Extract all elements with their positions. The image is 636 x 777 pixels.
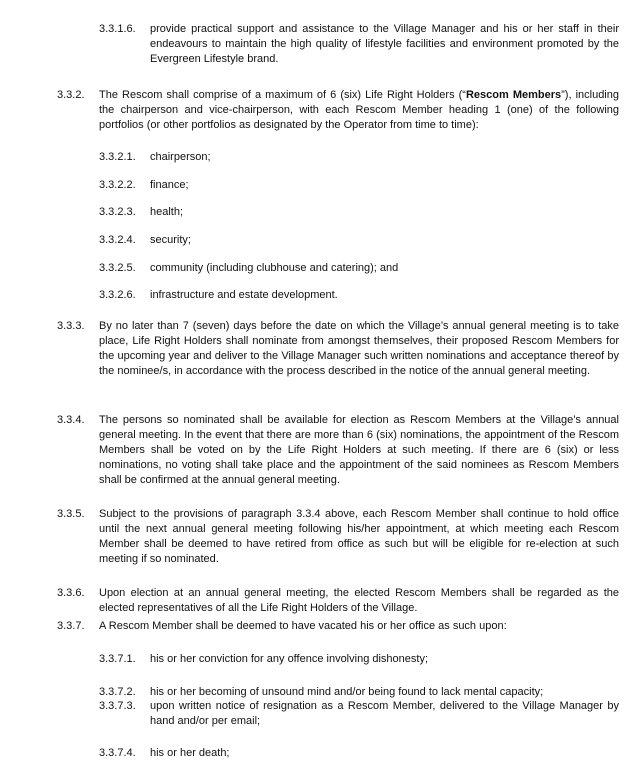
clause-number: 3.3.2.6. — [99, 289, 136, 301]
clause-3-3-2-3 — [99, 205, 619, 220]
defined-term: Rescom Members — [465, 89, 562, 101]
clause-text-end: ”), including the chairperson and vice-chairperson, with each Rescom Member heading 1 (one) of the following portfolios (or other portfolios as designated by the Operator from time to time): — [99, 89, 619, 131]
clause-3-3-4 — [57, 413, 619, 488]
clause-number: 3.3.2.1. — [99, 151, 136, 163]
clause-3-3-7 — [57, 619, 619, 634]
clause-number: 3.3.7.1. — [99, 653, 136, 665]
clause-text: By no later than 7 (seven) days before the date on which the Village’s annual general meeting is to take place, Life Right Holders shall nominate from amongst themselves, their proposed Rescom Members for the upcoming year and deliver to the Village Manager such written nominations and acceptance thereof by the nominee/s, in accordance with the process described in the notice of the annual general meeting. — [99, 320, 619, 377]
clause-number: 3.3.2.4. — [99, 234, 136, 246]
clause-text: chairperson; — [150, 151, 211, 163]
clause-text: finance; — [150, 179, 189, 191]
clause-text: provide practical support and assistance to the Village Manager and his or her staff in their endeavours to maintain the high quality of lifestyle facilities and environment promoted by the Evergreen Lifestyle brand. — [150, 23, 619, 65]
clause-3-3-7-3 — [99, 699, 619, 729]
clause-number: 3.3.2.5. — [99, 262, 136, 274]
clause-text: his or her death; — [150, 747, 230, 759]
clause-text: health; — [150, 206, 184, 218]
clause-text: A Rescom Member shall be deemed to have vacated his or her office as such upon: — [99, 620, 507, 632]
clause-number: 3.3.1.6. — [99, 23, 136, 35]
clause-text: community (including clubhouse and catering); and — [150, 262, 399, 274]
clause-text: his or her conviction for any offence involving dishonesty; — [150, 653, 429, 665]
clause-number: 3.3.2. — [57, 89, 85, 101]
clause-3-3-6 — [57, 586, 619, 616]
clause-text: infrastructure and estate development. — [150, 289, 338, 301]
clause-3-3-2 — [57, 88, 619, 133]
clause-text — [99, 88, 619, 133]
clause-number: 3.3.6. — [57, 587, 85, 599]
clause-3-3-2-5 — [99, 261, 619, 276]
clause-3-3-5 — [57, 507, 619, 567]
clause-number: 3.3.5. — [57, 508, 85, 520]
clause-number: 3.3.3. — [57, 320, 85, 332]
clause-3-3-7-4 — [99, 746, 619, 761]
clause-number: 3.3.4. — [57, 414, 85, 426]
clause-text: security; — [150, 234, 191, 246]
clause-number: 3.3.7.3. — [99, 700, 136, 712]
clause-3-3-2-2 — [99, 178, 619, 193]
clause-number: 3.3.2.2. — [99, 179, 136, 191]
clause-text: Upon election at an annual general meeting, the elected Rescom Members shall be regarded as the elected representatives of all the Life Right Holders of the Village. — [99, 587, 619, 614]
clause-number: 3.3.7.2. — [99, 686, 136, 698]
clause-text: upon written notice of resignation as a Rescom Member, delivered to the Village Manager by hand and/or per email; — [150, 700, 619, 727]
clause-text: Subject to the provisions of paragraph 3.3.4 above, each Rescom Member shall continue to hold office until the next annual general meeting following his/her appointment, at which meeting each Rescom Member shall be deemed to have retired from office as such but will be eligible for re-election at such meeting if so nominated. — [99, 508, 619, 565]
clause-3-3-2-4 — [99, 233, 619, 248]
clause-number: 3.3.7.4. — [99, 747, 136, 759]
clause-3-3-7-2 — [99, 685, 619, 700]
clause-3-3-7-1 — [99, 652, 619, 667]
clause-text: The persons so nominated shall be available for election as Rescom Members at the Village’s annual general meeting. In the event that there are more than 6 (six) nominations, the appointment of the Rescom Members shall be voted on by the Life Right Holders at such meeting. If there are 6 (six) or less nominations, no voting shall take place and the appointment of the said nominees as Rescom Members shall be confirmed at the annual general meeting. — [99, 414, 619, 486]
clause-3-3-2-1 — [99, 150, 619, 165]
clause-3-3-3 — [57, 319, 619, 379]
clause-3-3-1-6 — [99, 22, 619, 67]
clause-3-3-2-6 — [99, 288, 619, 303]
clause-text-start: The Rescom shall comprise of a maximum of 6 (six) Life Right Holders (“ — [99, 89, 466, 101]
clause-number: 3.3.2.3. — [99, 206, 136, 218]
clause-number: 3.3.7. — [57, 620, 85, 632]
clause-text: his or her becoming of unsound mind and/or being found to lack mental capacity; — [150, 686, 544, 698]
